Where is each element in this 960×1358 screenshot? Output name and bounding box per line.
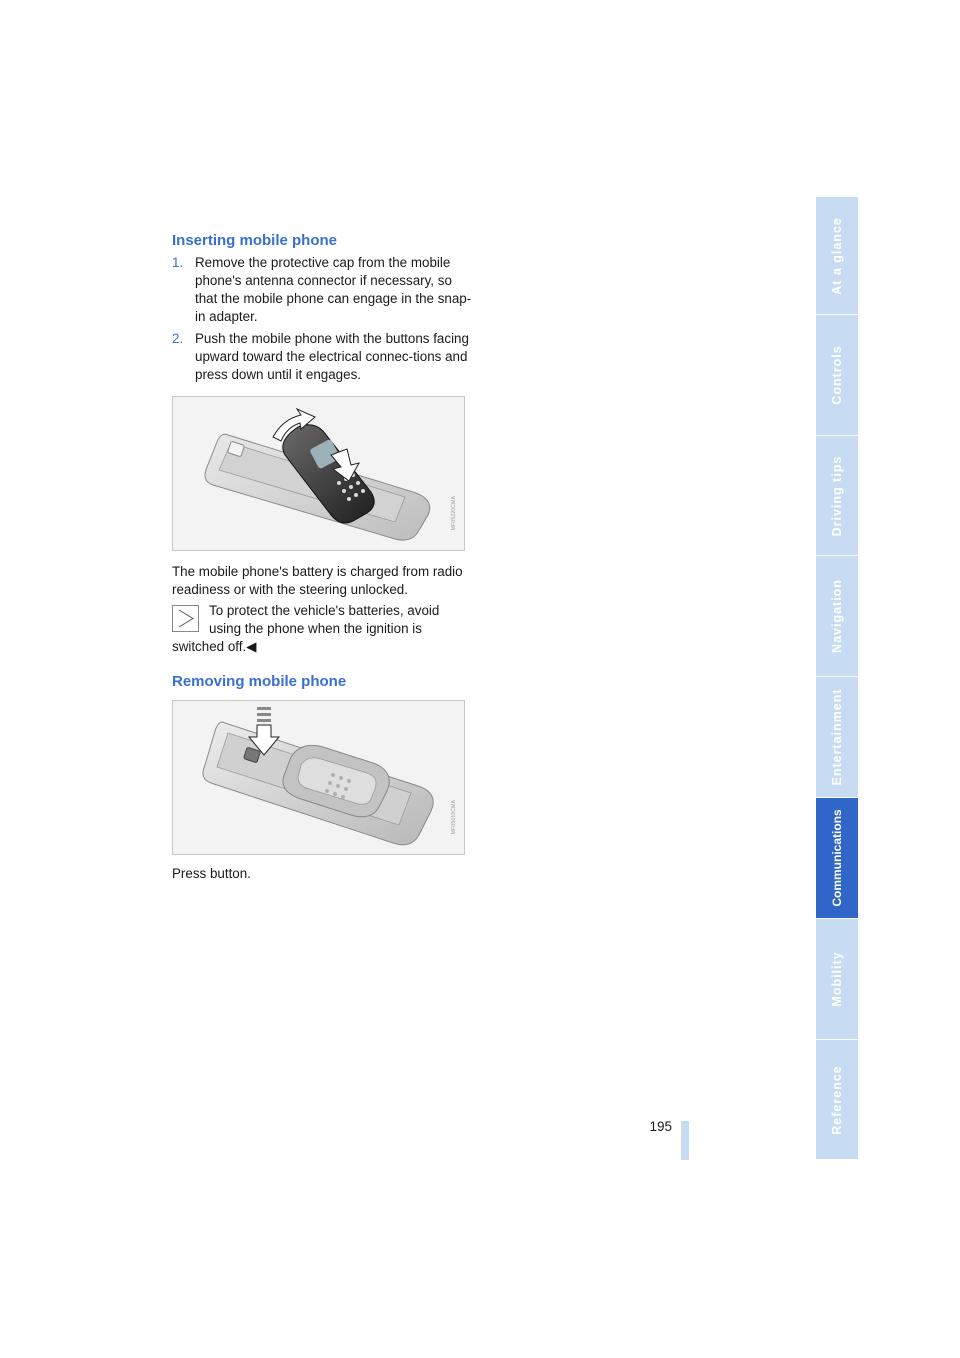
step-text: Push the mobile phone with the buttons facing upward toward the electrical connec-tions and press down until it engages.	[195, 331, 469, 382]
figure-code: MF05019CMA	[451, 800, 457, 835]
tab-communications[interactable]	[816, 798, 858, 919]
page-number: 195	[649, 1119, 672, 1134]
note-text: To protect the vehicle's batteries, avoid using the phone when the ignition is	[209, 603, 440, 636]
step-1	[172, 254, 472, 326]
tab-navigation[interactable]	[816, 556, 858, 677]
figure-removing-phone	[172, 700, 465, 855]
chapter-tabs	[816, 197, 858, 1160]
heading-inserting-mobile-phone: Inserting mobile phone	[172, 232, 338, 249]
tab-label: Navigation	[830, 579, 844, 653]
page-number-bar	[681, 1121, 689, 1160]
tab-label: Driving tips	[830, 455, 844, 536]
tab-driving-tips[interactable]	[816, 436, 858, 556]
tab-label: At a glance	[830, 216, 844, 295]
tab-mobility[interactable]	[816, 919, 858, 1040]
figure-inserting-phone	[172, 396, 465, 551]
press-button-text: Press button.	[172, 866, 251, 881]
step-text: Remove the protective cap from the mobile phone's antenna connector if necessary, so that the mobile phone can engage in the snap-in adapter.	[195, 255, 472, 324]
step-2	[172, 330, 472, 384]
figure-code: MF05220CMA	[451, 496, 457, 531]
tab-label: Controls	[830, 345, 844, 405]
tab-label: Reference	[830, 1064, 844, 1135]
tab-label: Mobility	[830, 951, 844, 1007]
tab-controls[interactable]	[816, 315, 858, 436]
note-triangle-icon	[172, 605, 199, 632]
heading-removing-mobile-phone: Removing mobile phone	[172, 673, 347, 690]
tab-label: Entertainment	[830, 688, 844, 786]
phone-insert-illustration	[173, 397, 465, 551]
battery-text: The mobile phone's battery is charged from radio readiness or with the steering unlocked.	[172, 564, 463, 597]
tab-reference[interactable]	[816, 1040, 858, 1160]
step-number: 2.	[172, 331, 184, 346]
phone-remove-illustration	[173, 701, 465, 855]
tab-label: Communications	[830, 809, 844, 907]
tab-at-a-glance[interactable]	[816, 197, 858, 315]
note-text-end: switched off.◀	[172, 639, 257, 654]
step-number: 1.	[172, 255, 184, 270]
tab-entertainment[interactable]	[816, 677, 858, 798]
